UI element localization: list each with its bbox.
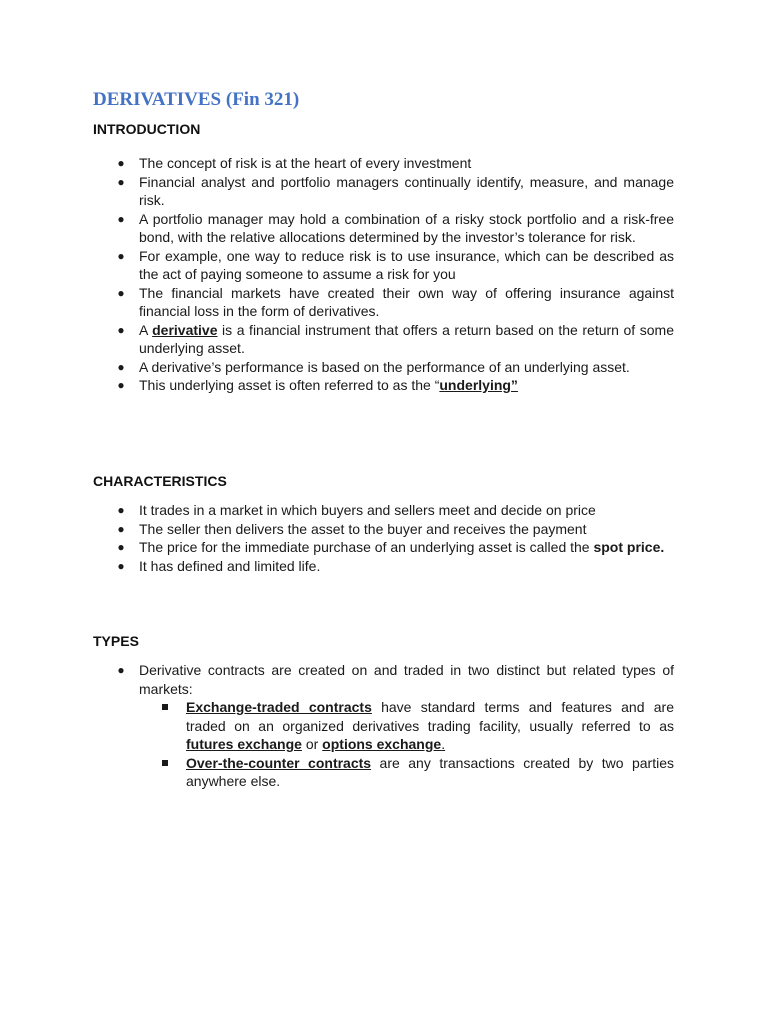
list-item: ● It trades in a market in which buyers and sellers meet and decide on price [117,502,596,518]
bullet-icon: ● [117,174,125,189]
square-bullet-icon [162,760,168,766]
list-item: Exchange-traded contracts have standard terms and features and are traded on an organized derivatives trading facility, usually referred to as futures exchange or options exchange. [186,698,674,754]
types-sub-list [139,698,674,791]
square-bullet-icon [162,704,168,710]
bullet-icon: ● [117,663,125,677]
bullet-icon: ● [117,211,125,226]
list-item: ● A derivative’s performance is based on the performance of an underlying asset. [117,358,630,375]
characteristics-heading: CHARACTERISTICS [93,473,227,489]
bullet-icon: ● [117,503,125,517]
bullet-icon: ● [117,521,125,536]
term-futures-exchange: futures exchange [186,736,302,752]
list-item: ● For example, one way to reduce risk is to use insurance, which can be described as the act of paying someone to assume a risk for you [117,247,674,282]
list-item: Over-the-counter contracts are any transactions created by two parties anywhere else. [186,754,674,791]
term-spot-price: spot price. [593,539,665,555]
introduction-list [0,154,768,395]
document-title: DERIVATIVES (Fin 321) [93,89,300,110]
bullet-icon: ● [117,558,125,573]
list-item: ● The seller then delivers the asset to the buyer and receives the payment [117,520,587,537]
types-list [0,661,768,791]
bullet-icon: ● [117,248,125,263]
bullet-icon: ● [117,285,125,300]
list-item: ● This underlying asset is often referred to as the “underlying” [117,377,518,393]
introduction-heading: INTRODUCTION [93,121,201,137]
bullet-icon: ● [117,156,125,170]
bullet-icon: ● [117,540,125,554]
types-heading: TYPES [93,633,139,649]
term-derivative: derivative [152,321,218,338]
list-item: ● The price for the immediate purchase of an underlying asset is called the spot price. [117,539,665,555]
bullet-icon: ● [117,322,125,337]
term-exchange-traded: Exchange-traded contracts [186,699,372,715]
list-item: ● The concept of risk is at the heart of every investment [117,155,472,171]
list-item: ● The financial markets have created their own way of offering insurance against financial loss in the form of derivatives. [117,284,674,319]
term-otc: Over-the-counter contracts [186,754,372,771]
term-options-exchange: options exchange [322,736,442,752]
characteristics-list [0,501,768,575]
list-item: ● Derivative contracts are created on and traded in two distinct but related types of markets: Exchange-traded contracts have standard terms and features and are traded on an organized derivatives trading facility, usually referred to as futures exchange or options exchange. Over-the-counter contracts are any transactions created by two parties anywhere else. [117,662,674,789]
list-item: ● It has defined and limited life. [117,557,321,574]
bullet-icon: ● [117,359,125,374]
list-item: ● Financial analyst and portfolio managers continually identify, measure, and manage risk. [117,173,674,208]
bullet-icon: ● [117,378,125,392]
list-item: ● A portfolio manager may hold a combination of a risky stock portfolio and a risk-free bond, with the relative allocations determined by the investor’s tolerance for risk. [117,210,674,245]
list-item: ● A derivative is a financial instrument that offers a return based on the return of some underlying asset. [117,321,674,356]
term-underlying: underlying” [439,377,518,393]
